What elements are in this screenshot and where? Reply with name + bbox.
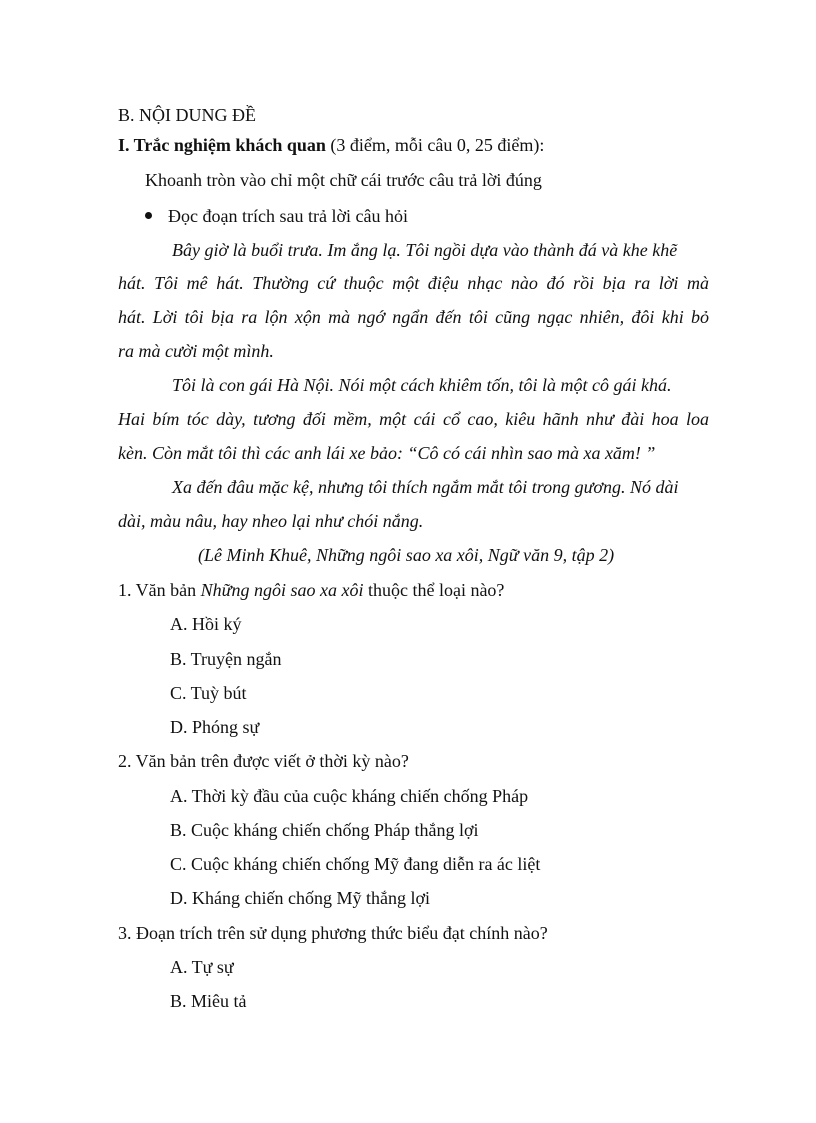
passage-quote	[407, 443, 655, 463]
passage-line: Bây giờ là buổi trưa. Im ắng lạ. Tôi ngồi dựa vào thành đá và khe khẽ	[172, 240, 678, 260]
option-1a[interactable]: A. Hồi ký	[170, 614, 242, 634]
option-2d[interactable]: D. Kháng chiến chống Mỹ thắng lợi	[170, 888, 430, 908]
option-1d[interactable]: D. Phóng sự	[170, 717, 260, 737]
passage-text: kèn. Còn mắt tôi thì các anh lái xe bảo:	[118, 443, 408, 463]
passage-line-quote	[118, 442, 655, 464]
reading-bullet	[145, 205, 408, 227]
question-3: 3. Đoạn trích trên sử dụng phương thức biểu đạt chính nào?	[118, 923, 548, 943]
passage-source: (Lê Minh Khuê, Những ngôi sao xa xôi, Ngữ văn 9, tập 2)	[198, 545, 615, 565]
passage-line: hát. Lời tôi bịa ra lộn xộn mà ngớ ngẩn đến tôi cũng ngạc nhiên, đôi khi bỏ	[118, 307, 709, 327]
question-2: 2. Văn bản trên được viết ở thời kỳ nào?	[118, 751, 409, 771]
option-2a[interactable]: A. Thời kỳ đầu của cuộc kháng chiến chống Pháp	[170, 786, 529, 806]
reading-bullet-text: Đọc đoạn trích sau trả lời câu hỏi	[168, 206, 408, 226]
quote-text: “Cô có cái nhìn sao mà xa xăm! ”	[407, 443, 656, 463]
option-3a[interactable]: A. Tự sự	[170, 957, 234, 977]
option-1b[interactable]: B. Truyện ngắn	[170, 649, 282, 669]
passage-line: dài, màu nâu, hay nheo lại như chói nắng.	[118, 511, 424, 531]
option-1c[interactable]: C. Tuỳ bút	[170, 683, 247, 703]
part1-heading	[118, 134, 544, 156]
question-1-title: Những ngôi sao xa xôi	[200, 580, 364, 600]
question-1	[118, 579, 504, 601]
passage-line: Xa đến đâu mặc kệ, nhưng tôi thích ngắm mắt tôi trong gương. Nó dài	[172, 477, 679, 497]
passage-line: Tôi là con gái Hà Nội. Nói một cách khiêm tốn, tôi là một cô gái khá.	[172, 375, 672, 395]
bullet-dot-icon	[145, 212, 152, 219]
part1-heading-bold: I. Trắc nghiệm khách quan	[118, 135, 326, 155]
part1-instruction: Khoanh tròn vào chỉ một chữ cái trước câu trả lời đúng	[145, 170, 542, 190]
passage-line: hát. Tôi mê hát. Thường cứ thuộc một điệu nhạc nào đó rồi bịa ra lời mà	[118, 273, 709, 293]
passage-line: ra mà cười một mình.	[118, 341, 274, 361]
option-3b[interactable]: B. Miêu tả	[170, 991, 247, 1011]
section-title: B. NỘI DUNG ĐỀ	[118, 105, 256, 125]
passage-line: Hai bím tóc dày, tương đối mềm, một cái cổ cao, kiêu hãnh như đài hoa loa	[118, 409, 709, 429]
part1-heading-rest: (3 điểm, mỗi câu 0, 25 điểm):	[325, 135, 545, 155]
question-1-prefix: 1. Văn bản	[118, 580, 201, 600]
question-1-suffix: thuộc thể loại nào?	[363, 580, 505, 600]
option-2b[interactable]: B. Cuộc kháng chiến chống Pháp thắng lợi	[170, 820, 479, 840]
option-2c[interactable]: C. Cuộc kháng chiến chống Mỹ đang diễn ra ác liệt	[170, 854, 541, 874]
